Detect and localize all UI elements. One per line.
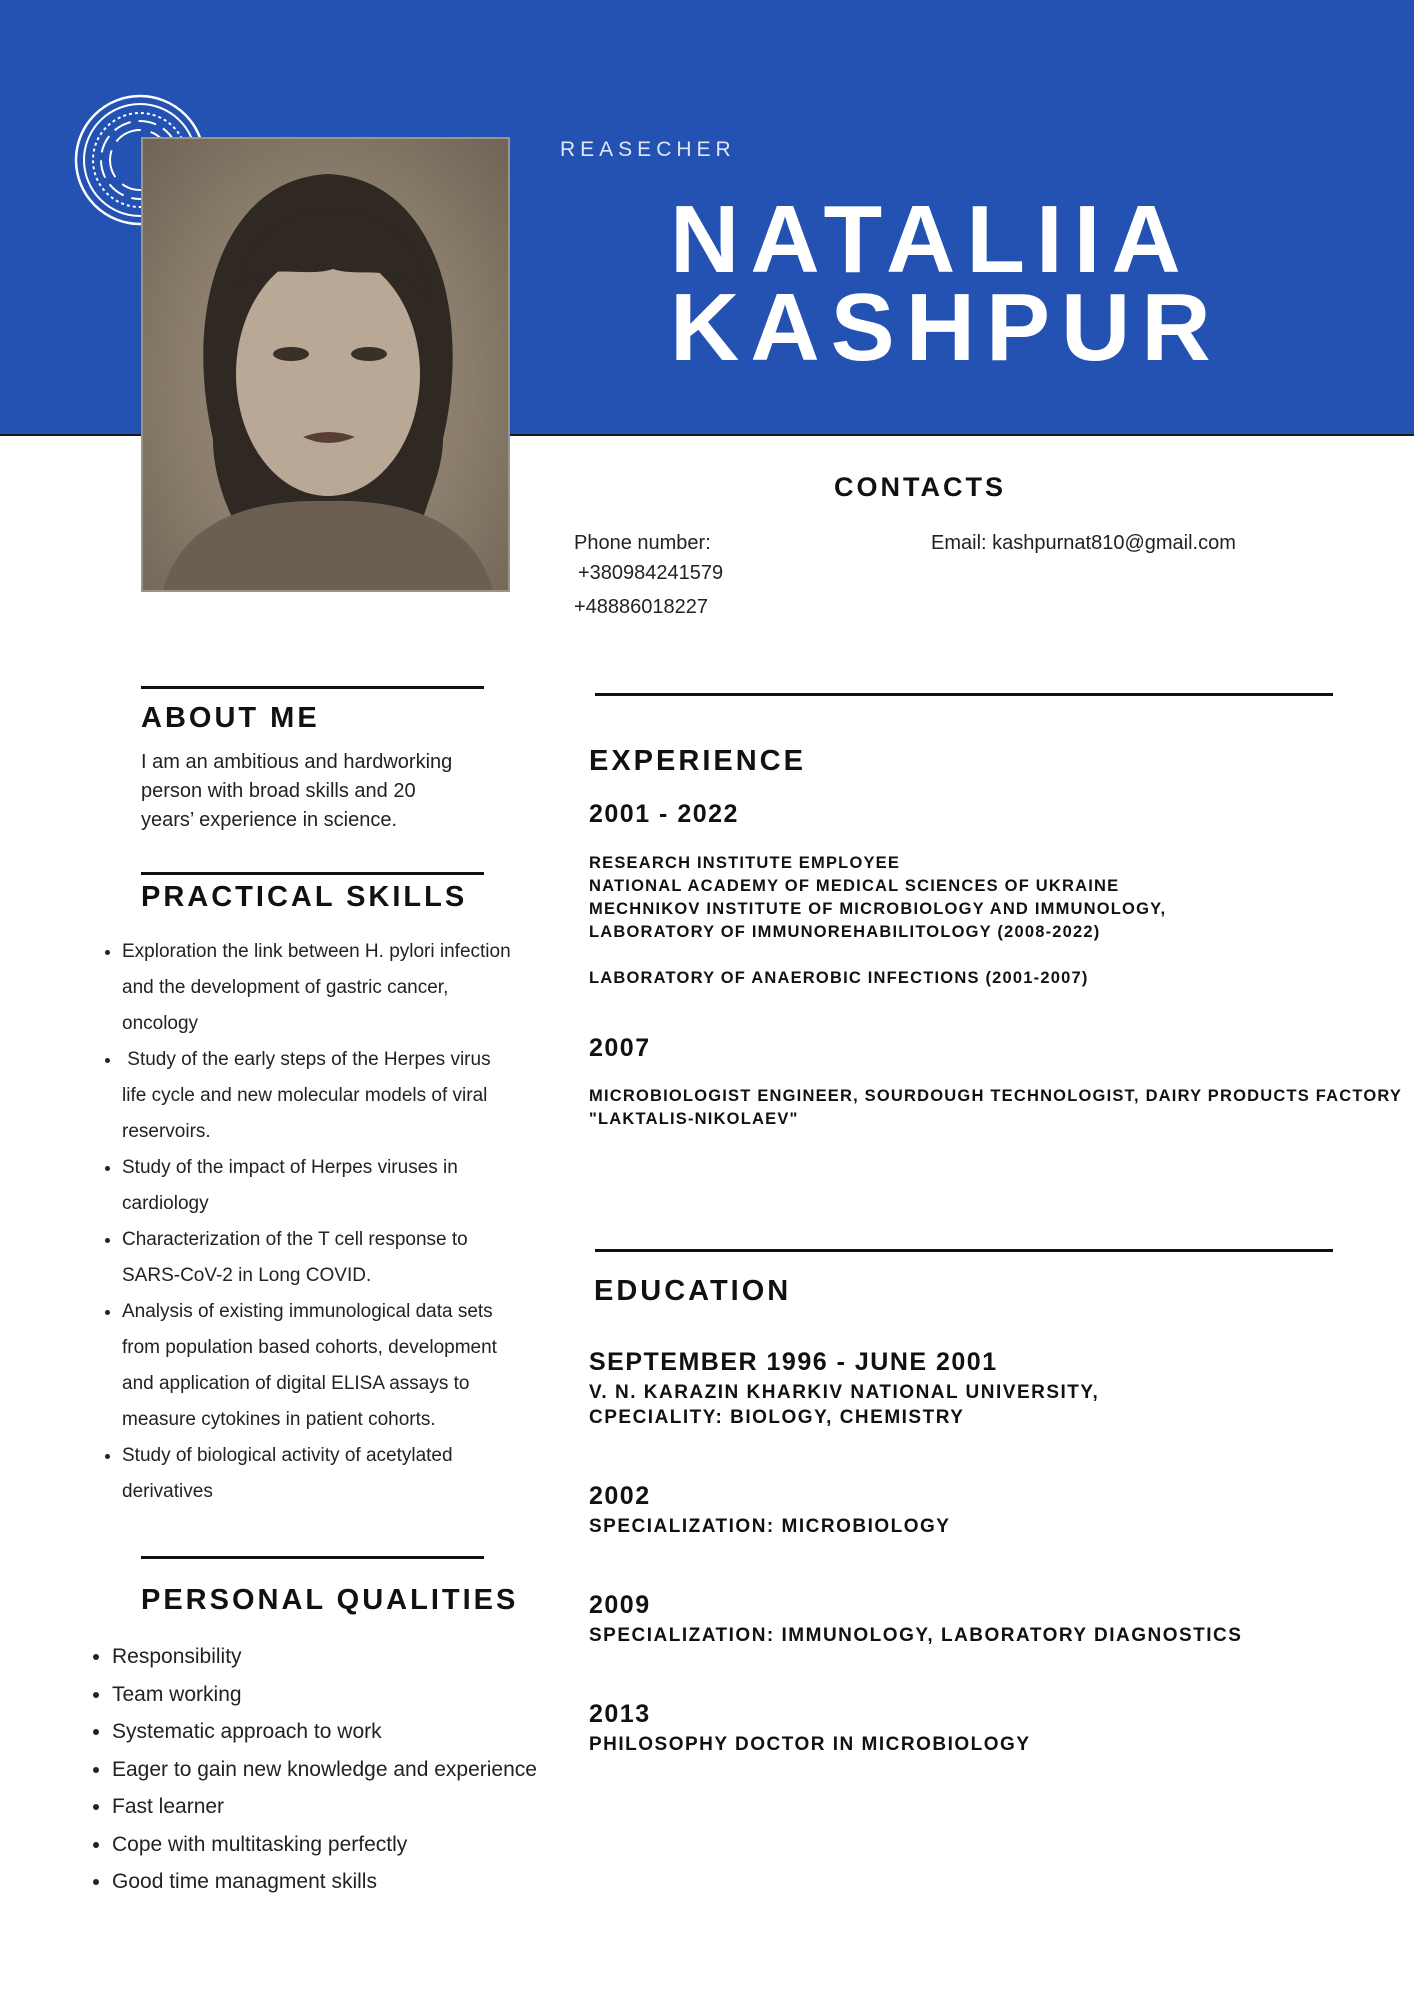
- detail-line: NATIONAL ACADEMY OF MEDICAL SCIENCES OF UKRAINE: [589, 877, 1120, 895]
- experience-title: EXPERIENCE: [589, 745, 806, 777]
- detail-line: RESEARCH INSTITUTE EMPLOYEE: [589, 854, 901, 872]
- list-item: • Fast learner: [112, 1788, 592, 1826]
- detail-line: V. N. KARAZIN KHARKIV NATIONAL UNIVERSITY,: [589, 1382, 1100, 1403]
- education-details: [589, 1380, 1099, 1430]
- education-title: EDUCATION: [594, 1275, 792, 1307]
- portrait-icon: [143, 139, 508, 590]
- list-item-line: • Study of biological activity of acetylated: [122, 1445, 453, 1466]
- list-item-line: SARS-CoV-2 in Long COVID.: [122, 1265, 372, 1286]
- detail-line: "LAKTALIS-NIKOLAEV": [589, 1110, 799, 1128]
- list-item: [122, 1222, 572, 1294]
- list-item-line: cardiology: [122, 1193, 209, 1214]
- list-item: • Systematic approach to work: [112, 1713, 592, 1751]
- phone-label: Phone number:: [574, 532, 711, 554]
- list-item-line: • Study of the early steps of the Herpes virus: [122, 1049, 491, 1070]
- skills-title: PRACTICAL SKILLS: [141, 881, 468, 913]
- list-item: • Team working: [112, 1676, 592, 1714]
- experience-years: 2007: [589, 1034, 651, 1062]
- list-item-line: and application of digital ELISA assays to: [122, 1373, 470, 1394]
- list-item: [122, 1438, 572, 1510]
- detail-line: PHILOSOPHY DOCTOR IN MICROBIOLOGY: [589, 1734, 1031, 1755]
- about-line: I am an ambitious and hardworking: [141, 751, 453, 773]
- list-item: • Good time managment skills: [112, 1863, 592, 1901]
- detail-line: MECHNIKOV INSTITUTE OF MICROBIOLOGY AND IMMUNOLOGY,: [589, 900, 1167, 918]
- list-item-line: measure cytokines in patient cohorts.: [122, 1409, 436, 1430]
- education-details: [589, 1623, 1242, 1648]
- skills-list: [94, 934, 572, 1510]
- contacts-title: CONTACTS: [834, 472, 1006, 502]
- list-item-line: • Study of the impact of Herpes viruses in: [122, 1157, 458, 1178]
- qualities-title: PERSONAL QUALITIES: [141, 1584, 519, 1616]
- name-last: KASHPUR: [670, 274, 1222, 381]
- about-title: ABOUT ME: [141, 702, 320, 734]
- detail-line: [589, 944, 1166, 967]
- qualities-list: [84, 1638, 592, 1901]
- experience-divider: [595, 693, 1333, 696]
- about-divider: [141, 686, 484, 689]
- list-item-line: • Analysis of existing immunological data sets: [122, 1301, 493, 1322]
- list-item: [122, 1150, 572, 1222]
- education-details: [589, 1514, 950, 1539]
- about-line: years’ experience in science.: [141, 809, 398, 831]
- experience-details: [589, 852, 1166, 990]
- detail-line: SPECIALIZATION: IMMUNOLOGY, LABORATORY DIAGNOSTICS: [589, 1625, 1243, 1646]
- about-text: [141, 748, 501, 835]
- list-item: • Eager to gain new knowledge and experience: [112, 1751, 592, 1789]
- detail-line: SPECIALIZATION: MICROBIOLOGY: [589, 1516, 951, 1537]
- detail-line: CPECIALITY: BIOLOGY, CHEMISTRY: [589, 1407, 965, 1428]
- job-role: REASECHER: [560, 138, 736, 161]
- detail-line: LABORATORY OF ANAEROBIC INFECTIONS (2001-2007): [589, 969, 1089, 987]
- list-item: • Responsibility: [112, 1638, 592, 1676]
- detail-line: LABORATORY OF IMMUNOREHABILITOLOGY (2008-2022): [589, 923, 1101, 941]
- detail-line: MICROBIOLOGIST ENGINEER, SOURDOUGH TECHNOLOGIST, DAIRY PRODUCTS FACTORY: [589, 1087, 1403, 1105]
- list-item-line: • Characterization of the T cell response to: [122, 1229, 468, 1250]
- list-item: [122, 1294, 572, 1438]
- list-item-line: life cycle and new molecular models of viral: [122, 1085, 488, 1106]
- list-item-line: derivatives: [122, 1481, 213, 1502]
- experience-years: 2001 - 2022: [589, 800, 739, 828]
- education-years: 2009: [589, 1591, 651, 1619]
- education-years: SEPTEMBER 1996 - JUNE 2001: [589, 1348, 998, 1376]
- list-item: • Cope with multitasking perfectly: [112, 1826, 592, 1864]
- education-years: 2002: [589, 1482, 651, 1510]
- qualities-divider: [141, 1556, 484, 1559]
- list-item: [122, 934, 572, 1042]
- skills-divider: [141, 872, 484, 875]
- phone-number-2[interactable]: +48886018227: [574, 596, 709, 618]
- list-item-line: and the development of gastric cancer,: [122, 977, 449, 998]
- profile-photo: [141, 137, 510, 592]
- name-first: NATALIIA: [670, 186, 1192, 293]
- education-details: [589, 1732, 1031, 1757]
- list-item-line: from population based cohorts, development: [122, 1337, 497, 1358]
- email-link[interactable]: Email: kashpurnat810@gmail.com: [931, 532, 1236, 554]
- list-item-line: • Exploration the link between H. pylori infection: [122, 941, 511, 962]
- list-item: [122, 1042, 572, 1150]
- list-item-line: oncology: [122, 1013, 199, 1034]
- education-years: 2013: [589, 1700, 651, 1728]
- education-divider: [595, 1249, 1333, 1252]
- experience-details: [589, 1085, 1402, 1131]
- phone-number-1[interactable]: +380984241579: [578, 562, 724, 584]
- list-item-line: reservoirs.: [122, 1121, 211, 1142]
- about-line: person with broad skills and 20: [141, 780, 416, 802]
